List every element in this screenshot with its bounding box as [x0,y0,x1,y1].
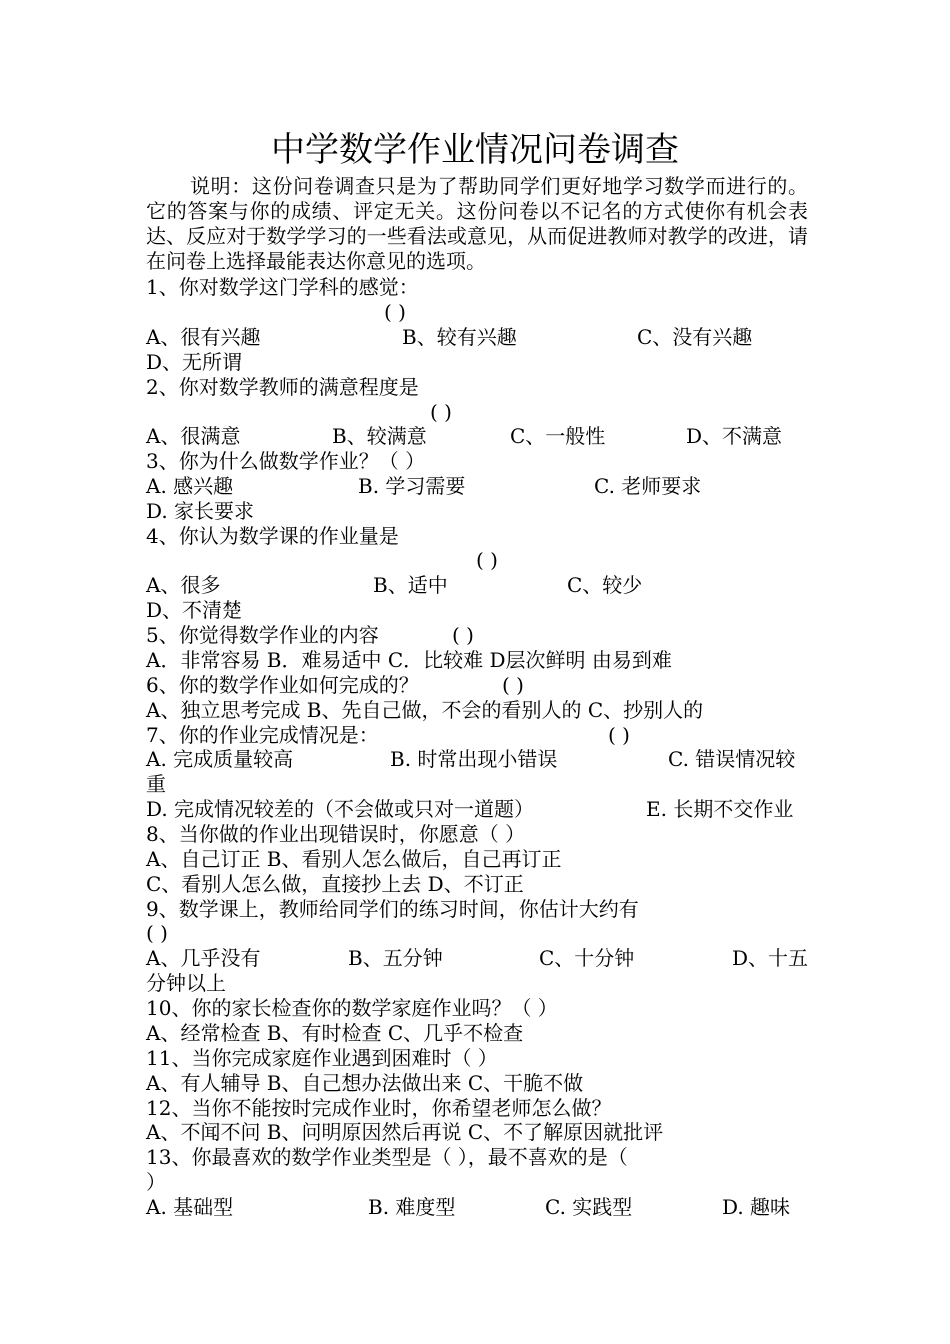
option-2b: B、较满意 [332,424,427,448]
options-6: A、独立思考完成 B、先自己做，不会的看别人的 C、抄别人的 [146,698,704,722]
option-3d: D. 家长要求 [146,499,255,523]
option-9b: B、五分钟 [348,946,443,970]
question-5: 5、你觉得数学作业的内容 [146,623,379,647]
intro-paragraph: 说明：这份问卷调查只是为了帮助同学们更好地学习数学而进行的。它的答案与你的成绩、评定无关。这份问卷以不记名的方式使你有机会表达、反应对于数学学习的一些看法或意见，从而促进教师对教学的改进，请在问卷上选择最能表达你意见的选项。 [146,174,808,273]
options-8-line2: C、看别人怎么做，直接抄上去 D、不订正 [146,872,524,896]
option-2a: A、很满意 [146,424,241,448]
option-9c: C、十分钟 [539,946,635,970]
option-7b: B. 时常出现小错误 [390,747,558,771]
options-10: A、经常检查 B、有时检查 C、几乎不检查 [146,1021,524,1045]
page-title: 中学数学作业情况问卷调查 [271,130,679,170]
option-9a: A、几乎没有 [146,946,261,970]
option-3a: A. 感兴趣 [146,474,234,498]
question-6: 6、你的数学作业如何完成的？ [146,673,419,697]
question-13-continued: ） [146,1170,166,1194]
answer-blank-9: ( ) [146,921,168,945]
option-13c: C. 实践型 [545,1195,633,1219]
option-1d: D、无所谓 [146,350,243,374]
question-8: 8、当你做的作业出现错误时，你愿意（ ） [146,822,526,846]
option-3c: C. 老师要求 [594,474,702,498]
option-13d: D. 趣味 [722,1195,791,1219]
option-4d: D、不清楚 [146,598,243,622]
option-7a: A. 完成质量较高 [146,747,294,771]
question-1: 1、你对数学这门学科的感觉： [146,275,419,299]
question-9: 9、数学课上，教师给同学们的练习时间，你估计大约有 [146,897,639,921]
question-12: 12、当你不能按时完成作业时，你希望老师怎么做？ [146,1096,612,1120]
answer-blank-7: ( ) [608,723,630,747]
question-2: 2、你对数学教师的满意程度是 [146,375,419,399]
option-2d: D、不满意 [686,424,783,448]
question-3: 3、你为什么做数学作业？（ ） [146,449,426,473]
option-9d-continued: 分钟以上 [146,971,226,995]
option-3b: B. 学习需要 [358,474,466,498]
option-13b: B. 难度型 [368,1195,456,1219]
answer-blank-1: ( ) [384,300,406,324]
question-4: 4、你认为数学课的作业量是 [146,524,399,548]
answer-blank-2: ( ) [430,400,452,424]
question-7: 7、你的作业完成情况是： [146,723,379,747]
options-5: A．非常容易 B．难易适中 C．比较难 D层次鲜明 由易到难 [146,648,672,672]
option-1a: A、很有兴趣 [146,325,261,349]
answer-blank-5: ( ) [452,623,474,647]
option-13a: A. 基础型 [146,1195,234,1219]
question-13: 13、你最喜欢的数学作业类型是（ ），最不喜欢的是（ [146,1145,628,1169]
option-2c: C、一般性 [510,424,606,448]
option-4a: A、很多 [146,573,221,597]
options-8-line1: A、自己订正 B、看别人怎么做后，自己再订正 [146,847,562,871]
options-11: A、有人辅导 B、自己想办法做出来 C、干脆不做 [146,1071,584,1095]
option-7c: C. 错误情况较 [668,747,796,771]
option-7d: D. 完成情况较差的（不会做或只对一道题） [146,797,535,821]
option-4b: B、适中 [373,573,448,597]
option-1c: C、没有兴趣 [637,325,753,349]
option-7e: E. 长期不交作业 [646,797,794,821]
option-9d: D、十五 [732,946,809,970]
answer-blank-4: ( ) [476,548,498,572]
question-11: 11、当你完成家庭作业遇到困难时（ ） [146,1046,498,1070]
answer-blank-6: ( ) [502,673,524,697]
option-7c-continued: 重 [146,772,166,796]
option-1b: B、较有兴趣 [402,325,517,349]
option-4c: C、较少 [567,573,643,597]
question-10: 10、你的家长检查你的数学家庭作业吗？（ ） [146,996,558,1020]
options-12: A、不闻不问 B、问明原因然后再说 C、不了解原因就批评 [146,1120,664,1144]
